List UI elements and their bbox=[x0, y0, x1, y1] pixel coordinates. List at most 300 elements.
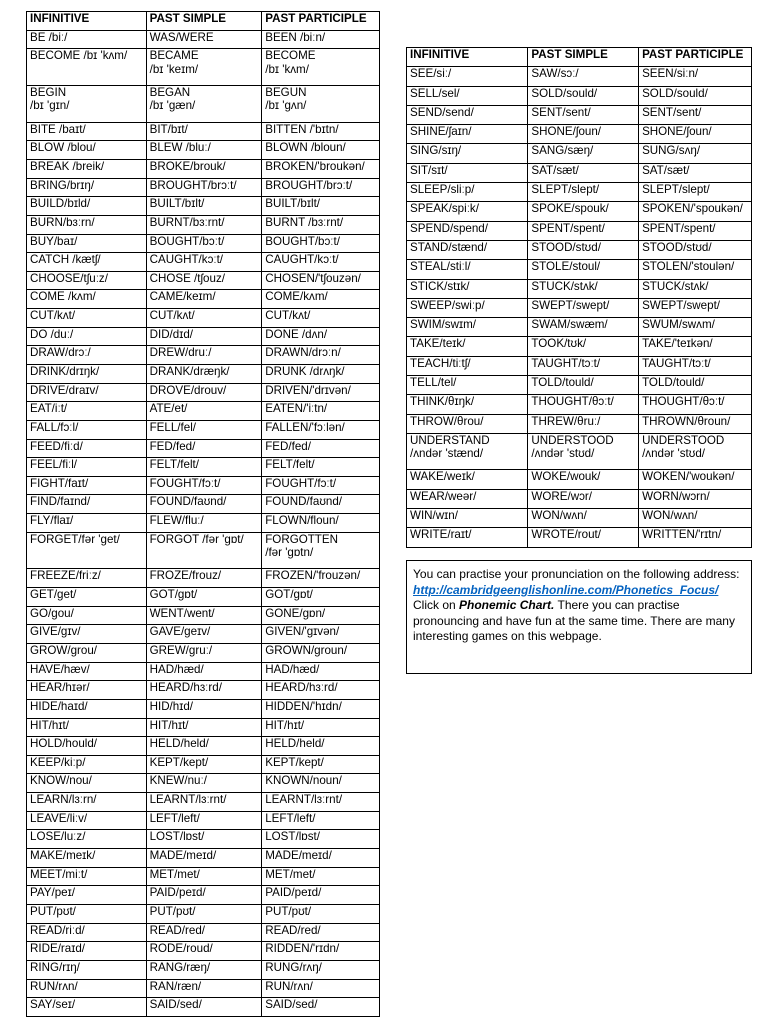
cell-text: BEEN /biːn/ bbox=[265, 30, 326, 44]
infinitive-cell bbox=[407, 279, 528, 298]
header-past-simple: PAST SIMPLE bbox=[146, 12, 262, 31]
cell-text: FREEZE/friːz/ bbox=[30, 569, 101, 583]
past-simple-cell bbox=[146, 420, 262, 439]
cell-text: KEPT/kept/ bbox=[265, 755, 324, 769]
cell-text: /ʌndər 'stænd/ bbox=[410, 447, 484, 461]
cell-text: HAD/hæd/ bbox=[265, 662, 320, 676]
cell-text: STOLE/stoul/ bbox=[531, 260, 601, 274]
past-simple-cell bbox=[528, 470, 639, 489]
past-simple-cell bbox=[146, 625, 262, 644]
past-participle-cell bbox=[262, 588, 380, 607]
cell-text: PAID/peɪd/ bbox=[265, 886, 322, 900]
past-simple-cell bbox=[146, 886, 262, 905]
cell-text: GOT/gɒt/ bbox=[265, 588, 313, 602]
past-participle-cell bbox=[262, 514, 380, 533]
infinitive-cell bbox=[27, 942, 147, 961]
past-participle-cell bbox=[639, 470, 752, 489]
past-simple-cell bbox=[528, 260, 639, 279]
table-row bbox=[407, 183, 752, 202]
cell-text: BECOME /bɪ 'kʌm/ bbox=[30, 49, 128, 63]
table-row bbox=[27, 662, 380, 681]
cell-text: WRITE/raɪt/ bbox=[410, 528, 472, 542]
cell-text: WOKEN/'woukən/ bbox=[642, 470, 735, 484]
past-simple-cell bbox=[146, 904, 262, 923]
past-participle-cell bbox=[639, 105, 752, 124]
infinitive-cell bbox=[27, 886, 147, 905]
past-simple-cell bbox=[528, 86, 639, 105]
cell-text: COME/kʌm/ bbox=[265, 290, 328, 304]
table-row bbox=[27, 886, 380, 905]
table-row bbox=[27, 625, 380, 644]
cell-text: BURNT/bɜːrnt/ bbox=[149, 215, 225, 229]
past-simple-cell bbox=[146, 849, 262, 868]
cell-text: WORN/wɔrn/ bbox=[642, 489, 710, 503]
cell-text: /ʌndər 'stʊd/ bbox=[531, 447, 595, 461]
table-row bbox=[407, 67, 752, 86]
cell-text: MEET/miːt/ bbox=[30, 867, 88, 881]
infinitive-cell bbox=[407, 105, 528, 124]
cell-text: FOUND/faʊnd/ bbox=[149, 495, 227, 509]
cell-text: PUT/pʊt/ bbox=[149, 904, 196, 918]
past-simple-cell bbox=[146, 30, 262, 49]
cell-text: BLEW /bluː/ bbox=[149, 141, 211, 155]
cell-text: /ʌndər 'stʊd/ bbox=[642, 447, 705, 461]
cell-text: SWAM/swæm/ bbox=[531, 318, 608, 332]
past-participle-cell bbox=[262, 476, 380, 495]
cell-text: SIT/sɪt/ bbox=[410, 163, 448, 177]
cell-text: /fər 'gɒtn/ bbox=[265, 546, 314, 560]
cell-text: UNDERSTOOD bbox=[642, 433, 725, 447]
cell-text: BITE /baɪt/ bbox=[30, 122, 86, 136]
infinitive-cell bbox=[27, 309, 147, 328]
past-participle-cell bbox=[262, 532, 380, 569]
cell-text: STEAL/stiːl/ bbox=[410, 260, 471, 274]
cell-text: FIND/faɪnd/ bbox=[30, 495, 91, 509]
cell-text: GET/get/ bbox=[30, 588, 77, 602]
past-participle-cell bbox=[639, 337, 752, 356]
past-simple-cell bbox=[146, 271, 262, 290]
cell-text: HEARD/hɜːrd/ bbox=[265, 681, 338, 695]
past-simple-cell bbox=[146, 606, 262, 625]
infinitive-cell bbox=[27, 458, 147, 477]
cell-text: TAUGHT/tɔːt/ bbox=[531, 356, 601, 370]
cell-text: STOOD/stʊd/ bbox=[531, 240, 601, 254]
infinitive-cell bbox=[27, 662, 147, 681]
cell-text: DRIVE/draɪv/ bbox=[30, 383, 99, 397]
table-row bbox=[407, 489, 752, 508]
infinitive-cell bbox=[27, 811, 147, 830]
infinitive-cell bbox=[27, 476, 147, 495]
past-participle-cell bbox=[262, 420, 380, 439]
past-participle-cell bbox=[262, 886, 380, 905]
cell-text: RIDE/raɪd/ bbox=[30, 942, 86, 956]
cell-text: DRUNK /drʌŋk/ bbox=[265, 364, 345, 378]
past-participle-cell bbox=[262, 85, 380, 122]
infinitive-cell bbox=[27, 588, 147, 607]
phonetics-focus-link[interactable]: http://cambridgeenglishonline.com/Phonetics_Focus/ bbox=[413, 582, 719, 597]
table-row bbox=[27, 718, 380, 737]
past-participle-cell bbox=[262, 49, 380, 86]
infinitive-cell bbox=[27, 290, 147, 309]
cell-text: BROUGHT/brɔːt/ bbox=[265, 178, 353, 192]
past-simple-cell bbox=[146, 346, 262, 365]
header-past-participle: PAST PARTICIPLE bbox=[639, 48, 752, 67]
past-simple-cell bbox=[146, 662, 262, 681]
cell-text: RIDDEN/'rɪdn/ bbox=[265, 942, 340, 956]
past-participle-cell bbox=[262, 942, 380, 961]
cell-text: FORGOTTEN bbox=[265, 532, 338, 546]
cell-text: WRITTEN/'rɪtn/ bbox=[642, 528, 722, 542]
cell-text: BLOWN /bloun/ bbox=[265, 141, 346, 155]
cell-text: STICK/stɪk/ bbox=[410, 279, 470, 293]
cell-text: BEGIN bbox=[30, 85, 67, 99]
cell-text: DRINK/drɪŋk/ bbox=[30, 364, 100, 378]
cell-text: KNOWN/noun/ bbox=[265, 774, 342, 788]
past-simple-cell bbox=[146, 476, 262, 495]
past-simple-cell bbox=[146, 830, 262, 849]
past-simple-cell bbox=[146, 178, 262, 197]
past-participle-cell bbox=[262, 271, 380, 290]
table-row bbox=[27, 85, 380, 122]
table-row bbox=[407, 163, 752, 182]
infinitive-cell bbox=[27, 699, 147, 718]
past-participle-cell bbox=[262, 662, 380, 681]
infinitive-cell bbox=[27, 122, 147, 141]
cell-text: CHOSEN/'tʃouzən/ bbox=[265, 271, 361, 285]
cell-text: BROUGHT/brɔːt/ bbox=[149, 178, 237, 192]
cell-text: SAID/sed/ bbox=[265, 998, 318, 1012]
table-row bbox=[27, 830, 380, 849]
pronunciation-info-box bbox=[406, 560, 752, 674]
infinitive-cell bbox=[407, 125, 528, 144]
cell-text: DRANK/dræŋk/ bbox=[149, 364, 230, 378]
cell-text: WENT/went/ bbox=[149, 606, 215, 620]
table-row bbox=[407, 202, 752, 221]
cell-text: PAY/peɪ/ bbox=[30, 886, 75, 900]
table-row bbox=[407, 144, 752, 163]
past-participle-cell bbox=[262, 364, 380, 383]
past-participle-cell bbox=[262, 904, 380, 923]
past-simple-cell bbox=[146, 197, 262, 216]
past-simple-cell bbox=[146, 215, 262, 234]
cell-text: LEARNT/lɜːrnt/ bbox=[149, 793, 227, 807]
cell-text: WEAR/weər/ bbox=[410, 489, 477, 503]
past-simple-cell bbox=[146, 588, 262, 607]
past-simple-cell bbox=[146, 402, 262, 421]
cell-text: THROWN/θroun/ bbox=[642, 414, 731, 428]
cell-text: FLY/flaɪ/ bbox=[30, 514, 74, 528]
cell-text: STOOD/stʊd/ bbox=[642, 240, 712, 254]
cell-text: SWEPT/swept/ bbox=[642, 298, 721, 312]
past-simple-cell bbox=[146, 327, 262, 346]
cell-text: WON/wʌn/ bbox=[531, 508, 587, 522]
past-simple-cell bbox=[146, 569, 262, 588]
cell-text: SING/sɪŋ/ bbox=[410, 144, 462, 158]
cell-text: CHOSE /tʃouz/ bbox=[149, 271, 225, 285]
infinitive-cell bbox=[27, 364, 147, 383]
cell-text: FELT/felt/ bbox=[265, 458, 315, 472]
cell-text: FEED/fiːd/ bbox=[30, 439, 83, 453]
past-simple-cell bbox=[146, 514, 262, 533]
table-row bbox=[27, 644, 380, 663]
table-row bbox=[27, 606, 380, 625]
cell-text: HELD/held/ bbox=[265, 737, 325, 751]
cell-text: HEARD/hɜːrd/ bbox=[149, 681, 222, 695]
table-row bbox=[27, 849, 380, 868]
cell-text: FALLEN/'fɔːlən/ bbox=[265, 420, 345, 434]
past-simple-cell bbox=[528, 433, 639, 469]
table-row bbox=[27, 122, 380, 141]
cell-text: GONE/gɒn/ bbox=[265, 606, 326, 620]
past-simple-cell bbox=[528, 163, 639, 182]
infinitive-cell bbox=[27, 606, 147, 625]
table-row bbox=[27, 234, 380, 253]
cell-text: SUNG/sʌŋ/ bbox=[642, 144, 701, 158]
past-participle-cell bbox=[639, 163, 752, 182]
cell-text: GIVE/gɪv/ bbox=[30, 625, 81, 639]
past-participle-cell bbox=[262, 998, 380, 1017]
infinitive-cell bbox=[407, 183, 528, 202]
cell-text: FROZE/frouz/ bbox=[149, 569, 222, 583]
table-row bbox=[407, 240, 752, 259]
past-participle-cell bbox=[639, 183, 752, 202]
past-simple-cell bbox=[528, 356, 639, 375]
infinitive-cell bbox=[27, 625, 147, 644]
cell-text: UNDERSTOOD bbox=[531, 433, 614, 447]
cell-text: PUT/pʊt/ bbox=[265, 904, 312, 918]
cell-text: WON/wʌn/ bbox=[642, 508, 698, 522]
past-participle-cell bbox=[262, 681, 380, 700]
cell-text: SANG/sæŋ/ bbox=[531, 144, 594, 158]
cell-text: READ/riːd/ bbox=[30, 923, 85, 937]
infinitive-cell bbox=[27, 774, 147, 793]
cell-text: /bɪ 'gʌn/ bbox=[265, 99, 307, 113]
table-row bbox=[27, 458, 380, 477]
past-participle-cell bbox=[639, 433, 752, 469]
cell-text: CAUGHT/kɔːt/ bbox=[149, 253, 224, 267]
past-simple-cell bbox=[528, 337, 639, 356]
table-row bbox=[27, 532, 380, 569]
past-simple-cell bbox=[146, 755, 262, 774]
cell-text: MADE/meɪd/ bbox=[149, 849, 217, 863]
cell-text: SHINE/ʃaɪn/ bbox=[410, 125, 472, 139]
irregular-verbs-table-right bbox=[406, 47, 752, 548]
cell-text: CHOOSE/tʃuːz/ bbox=[30, 271, 108, 285]
cell-text: SOLD/sould/ bbox=[642, 86, 708, 100]
cell-text: BIT/bɪt/ bbox=[149, 122, 188, 136]
past-participle-cell bbox=[639, 86, 752, 105]
cell-text: TOOK/tʊk/ bbox=[531, 337, 587, 351]
table-row bbox=[407, 414, 752, 433]
past-simple-cell bbox=[146, 159, 262, 178]
table-row bbox=[27, 327, 380, 346]
past-simple-cell bbox=[146, 942, 262, 961]
cell-text: STUCK/stʌk/ bbox=[642, 279, 709, 293]
cell-text: SHONE/ʃoun/ bbox=[531, 125, 602, 139]
cell-text: WORE/wɔr/ bbox=[531, 489, 592, 503]
infinitive-cell bbox=[407, 376, 528, 395]
past-simple-cell bbox=[528, 279, 639, 298]
past-simple-cell bbox=[146, 141, 262, 160]
past-simple-cell bbox=[528, 125, 639, 144]
header-infinitive: INFINITIVE bbox=[27, 12, 147, 31]
past-participle-cell bbox=[262, 830, 380, 849]
cell-text: LOST/lɒst/ bbox=[265, 830, 320, 844]
infinitive-cell bbox=[407, 356, 528, 375]
cell-text: SAW/sɔː/ bbox=[531, 67, 579, 81]
cell-text: THREW/θruː/ bbox=[531, 414, 601, 428]
cell-text: /bɪ 'gæn/ bbox=[149, 99, 196, 113]
cell-text: BURN/bɜːrn/ bbox=[30, 215, 95, 229]
table-row bbox=[27, 774, 380, 793]
infinitive-cell bbox=[27, 998, 147, 1017]
past-participle-cell bbox=[262, 606, 380, 625]
infinitive-cell bbox=[407, 163, 528, 182]
table-row bbox=[407, 221, 752, 240]
infinitive-cell bbox=[27, 681, 147, 700]
cell-text: LOSE/luːz/ bbox=[30, 830, 86, 844]
cell-text: SHONE/ʃoun/ bbox=[642, 125, 712, 139]
infinitive-cell bbox=[27, 979, 147, 998]
cell-text: BITTEN /'bɪtn/ bbox=[265, 122, 339, 136]
past-simple-cell bbox=[146, 718, 262, 737]
phonemic-chart-label: Phonemic Chart. bbox=[459, 598, 555, 613]
cell-text: SLEEP/sliːp/ bbox=[410, 183, 475, 197]
past-simple-cell bbox=[146, 737, 262, 756]
past-participle-cell bbox=[262, 159, 380, 178]
cell-text: WROTE/rout/ bbox=[531, 528, 601, 542]
cell-text: WIN/wɪn/ bbox=[410, 508, 458, 522]
cell-text: SEEN/siːn/ bbox=[642, 67, 699, 81]
cell-text: SWUM/swʌm/ bbox=[642, 318, 715, 332]
table-row bbox=[407, 395, 752, 414]
cell-text: WAS/WERE bbox=[149, 30, 214, 44]
table-row bbox=[407, 279, 752, 298]
past-participle-cell bbox=[639, 202, 752, 221]
cell-text: BUY/baɪ/ bbox=[30, 234, 78, 248]
past-participle-cell bbox=[262, 122, 380, 141]
cell-text: BEGUN bbox=[265, 85, 307, 99]
cell-text: SAT/sæt/ bbox=[642, 163, 690, 177]
past-participle-cell bbox=[639, 489, 752, 508]
past-simple-cell bbox=[146, 681, 262, 700]
table-row bbox=[27, 346, 380, 365]
table-row bbox=[407, 528, 752, 547]
past-simple-cell bbox=[146, 644, 262, 663]
past-participle-cell bbox=[262, 30, 380, 49]
cell-text: FOUND/faʊnd/ bbox=[265, 495, 343, 509]
past-simple-cell bbox=[146, 979, 262, 998]
past-participle-cell bbox=[262, 309, 380, 328]
cell-text: BROKEN/'broukən/ bbox=[265, 159, 365, 173]
past-simple-cell bbox=[146, 867, 262, 886]
table-row bbox=[27, 495, 380, 514]
cell-text: GO/gou/ bbox=[30, 606, 74, 620]
cell-text: HIT/hɪt/ bbox=[149, 718, 189, 732]
infinitive-cell bbox=[27, 253, 147, 272]
past-simple-cell bbox=[146, 811, 262, 830]
table-row bbox=[27, 569, 380, 588]
infinitive-cell bbox=[407, 298, 528, 317]
cell-text: BUILT/bɪlt/ bbox=[265, 197, 321, 211]
past-participle-cell bbox=[262, 737, 380, 756]
cell-text: THINK/θɪŋk/ bbox=[410, 395, 475, 409]
cell-text: ATE/et/ bbox=[149, 402, 188, 416]
header-past-participle: PAST PARTICIPLE bbox=[262, 12, 380, 31]
cell-text: TOLD/tould/ bbox=[642, 376, 705, 390]
table-row bbox=[407, 86, 752, 105]
cell-text: GAVE/geɪv/ bbox=[149, 625, 211, 639]
cell-text: GOT/gɒt/ bbox=[149, 588, 198, 602]
cell-text: BECAME bbox=[149, 49, 199, 63]
irregular-verbs-table-left bbox=[26, 11, 380, 1017]
cell-text: CAME/keɪm/ bbox=[149, 290, 216, 304]
infinitive-cell bbox=[407, 221, 528, 240]
infinitive-cell bbox=[27, 197, 147, 216]
cell-text: /bɪ 'gɪn/ bbox=[30, 99, 70, 113]
cell-text: BE /biː/ bbox=[30, 30, 68, 44]
cell-text: STOLEN/'stoulən/ bbox=[642, 260, 735, 274]
cell-text: HAVE/hæv/ bbox=[30, 662, 90, 676]
table-row bbox=[27, 998, 380, 1017]
past-participle-cell bbox=[639, 395, 752, 414]
cell-text: TAKE/teɪk/ bbox=[410, 337, 466, 351]
past-simple-cell bbox=[528, 105, 639, 124]
past-simple-cell bbox=[146, 439, 262, 458]
cell-text: HIT/hɪt/ bbox=[265, 718, 305, 732]
past-participle-cell bbox=[639, 125, 752, 144]
infinitive-cell bbox=[407, 395, 528, 414]
infinitive-cell bbox=[27, 271, 147, 290]
past-simple-cell bbox=[528, 183, 639, 202]
past-simple-cell bbox=[146, 290, 262, 309]
cell-text: DREW/druː/ bbox=[149, 346, 212, 360]
cell-text: FELL/fel/ bbox=[149, 420, 196, 434]
past-participle-cell bbox=[262, 569, 380, 588]
table-row bbox=[407, 433, 752, 469]
table-row bbox=[407, 125, 752, 144]
table-row bbox=[27, 402, 380, 421]
cell-text: CUT/kʌt/ bbox=[149, 309, 195, 323]
cell-text: CUT/kʌt/ bbox=[30, 309, 76, 323]
cell-text: HELD/held/ bbox=[149, 737, 209, 751]
past-participle-cell bbox=[262, 960, 380, 979]
table-row bbox=[407, 470, 752, 489]
cell-text: LEAVE/liːv/ bbox=[30, 811, 88, 825]
header-past-simple: PAST SIMPLE bbox=[528, 48, 639, 67]
cell-text: WOKE/wouk/ bbox=[531, 470, 601, 484]
cell-text: BLOW /blou/ bbox=[30, 141, 96, 155]
cell-text: KNOW/nou/ bbox=[30, 774, 92, 788]
past-simple-cell bbox=[146, 774, 262, 793]
cell-text: FLOWN/floun/ bbox=[265, 514, 339, 528]
past-simple-cell bbox=[146, 960, 262, 979]
past-participle-cell bbox=[262, 458, 380, 477]
past-participle-cell bbox=[262, 346, 380, 365]
table-row bbox=[27, 793, 380, 812]
past-participle-cell bbox=[262, 718, 380, 737]
cell-text: SENT/sent/ bbox=[642, 105, 702, 119]
past-participle-cell bbox=[262, 811, 380, 830]
past-simple-cell bbox=[528, 67, 639, 86]
infinitive-cell bbox=[407, 337, 528, 356]
cell-text: WAKE/weɪk/ bbox=[410, 470, 475, 484]
table-row bbox=[407, 376, 752, 395]
infinitive-cell bbox=[27, 178, 147, 197]
past-participle-cell bbox=[262, 867, 380, 886]
infinitive-cell bbox=[27, 718, 147, 737]
past-participle-cell bbox=[639, 318, 752, 337]
